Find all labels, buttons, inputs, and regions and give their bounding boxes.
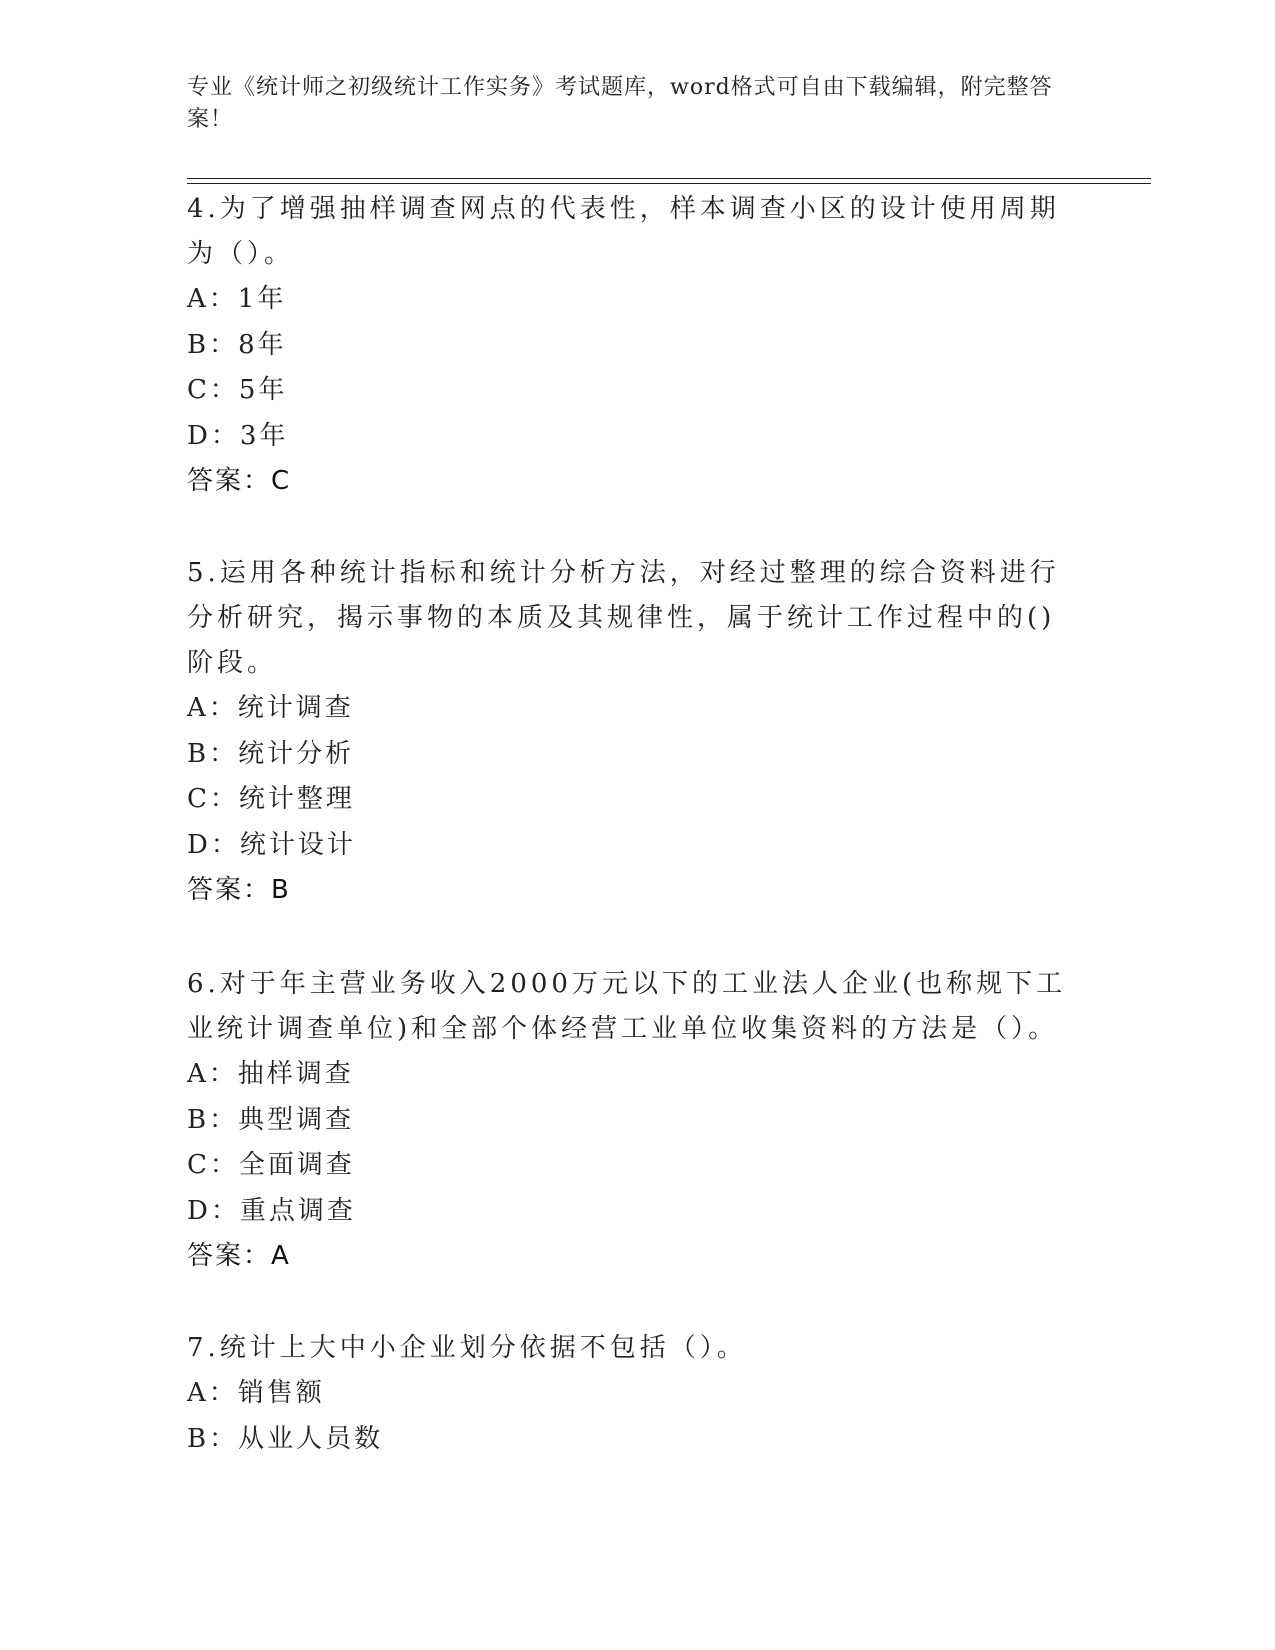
- header-divider-bottom: [187, 183, 1151, 184]
- answer-text: 答案：A: [187, 1241, 291, 1271]
- question-4: [187, 187, 1067, 504]
- question-stem: 6.对于年主营业务收入2000万元以下的工业法人企业(也称规下工业统计调查单位)和全部个体经营工业单位收集资料的方法是（）。: [187, 969, 1067, 1044]
- header-divider-top: [187, 178, 1151, 179]
- option-a: A：1年: [187, 284, 287, 314]
- question-6: [187, 962, 1067, 1279]
- option-c: C：5年: [187, 375, 288, 405]
- question-stem: 7.统计上大中小企业划分依据不包括（）。: [187, 1333, 747, 1363]
- question-5: [187, 551, 1067, 913]
- option-c: C：统计整理: [187, 784, 355, 814]
- document-header: 专业《统计师之初级统计工作实务》考试题库，word格式可自由下载编辑，附完整答案！: [187, 75, 1053, 132]
- option-a: A：抽样调查: [187, 1059, 354, 1089]
- option-b: B：典型调查: [187, 1104, 355, 1135]
- answer-text: 答案：B: [187, 875, 291, 905]
- option-a: A：销售额: [187, 1378, 325, 1408]
- option-b: B：从业人员数: [187, 1423, 384, 1454]
- option-b: B：统计分析: [187, 738, 355, 769]
- question-stem: 5.运用各种统计指标和统计分析方法，对经过整理的综合资料进行分析研究，揭示事物的本质及其规律性，属于统计工作过程中的()阶段。: [187, 558, 1060, 678]
- option-a: A：统计调查: [187, 693, 354, 723]
- option-d: D：3年: [187, 420, 289, 451]
- answer-text: 答案：C: [187, 466, 292, 496]
- option-d: D：统计设计: [187, 829, 356, 860]
- question-stem: 4.为了增强抽样调查网点的代表性，样本调查小区的设计使用周期为（）。: [187, 194, 1060, 269]
- option-b: B：8年: [187, 329, 287, 360]
- option-d: D：重点调查: [187, 1195, 356, 1226]
- option-c: C：全面调查: [187, 1150, 355, 1180]
- question-7: [187, 1326, 1067, 1462]
